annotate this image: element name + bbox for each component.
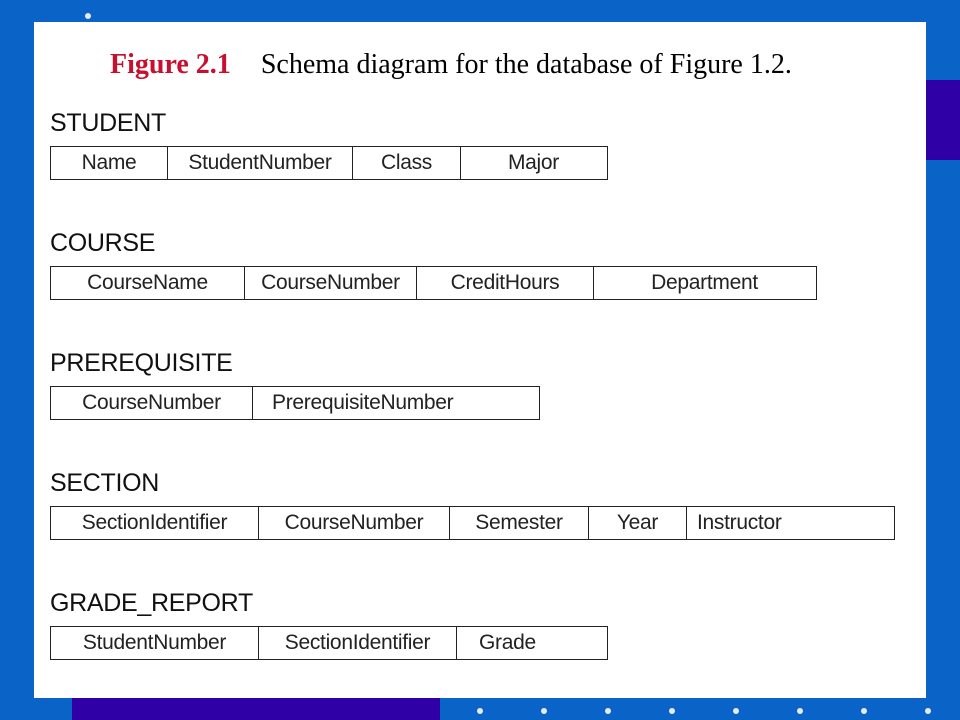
figure-title: Schema diagram for the database of Figure 1.2.	[260, 49, 792, 80]
attribute-cell: StudentNumber	[168, 147, 353, 179]
attribute-cell: Instructor	[697, 511, 782, 534]
relation-course	[50, 229, 817, 300]
decor-dot	[605, 708, 611, 714]
attribute-cell: Class	[353, 147, 461, 179]
decor-dot	[861, 708, 867, 714]
relation-prerequisite	[50, 349, 540, 420]
attribute-cell: SectionIdentifier	[51, 507, 259, 539]
attribute-cell: Name	[51, 147, 168, 179]
schema-row-prerequisite	[50, 386, 540, 420]
schema-row-course	[50, 266, 817, 300]
attribute-cell: CourseNumber	[259, 507, 450, 539]
figure-label: Figure 2.1	[110, 49, 231, 80]
attribute-cell: PrerequisiteNumber	[272, 391, 454, 414]
schema-row-section	[50, 506, 895, 540]
relation-section	[50, 469, 895, 540]
relation-grade-report	[50, 589, 608, 660]
decor-dot	[733, 708, 739, 714]
decor-dot	[925, 708, 931, 714]
content-panel	[34, 22, 926, 698]
schema-row-student	[50, 146, 608, 180]
attribute-cell: CourseName	[51, 267, 245, 299]
accent-bar-bottom	[72, 698, 440, 720]
attribute-cell: Department	[651, 271, 758, 294]
attribute-cell: Major	[507, 151, 559, 174]
attribute-cell: CreditHours	[417, 267, 594, 299]
attribute-cell: Year	[589, 507, 687, 539]
relation-name: PREREQUISITE	[50, 349, 233, 377]
relation-name: STUDENT	[50, 109, 166, 137]
attribute-cell: CourseNumber	[51, 387, 253, 419]
attribute-cell: SectionIdentifier	[259, 627, 457, 659]
relation-student	[50, 109, 608, 180]
accent-bar-right	[926, 80, 960, 160]
decor-dot	[797, 708, 803, 714]
attribute-cell: CourseNumber	[245, 267, 417, 299]
relation-name: SECTION	[50, 469, 160, 497]
decor-dot	[669, 708, 675, 714]
attribute-cell: Grade	[479, 631, 536, 654]
attribute-cell: StudentNumber	[51, 627, 259, 659]
figure-caption	[110, 48, 792, 82]
decor-dot	[85, 13, 91, 19]
decor-dot	[541, 708, 547, 714]
relation-name: COURSE	[50, 229, 156, 257]
relation-name: GRADE_REPORT	[50, 589, 253, 617]
decor-dot	[477, 708, 483, 714]
attribute-cell: Semester	[450, 507, 589, 539]
schema-row-grade-report	[50, 626, 608, 660]
